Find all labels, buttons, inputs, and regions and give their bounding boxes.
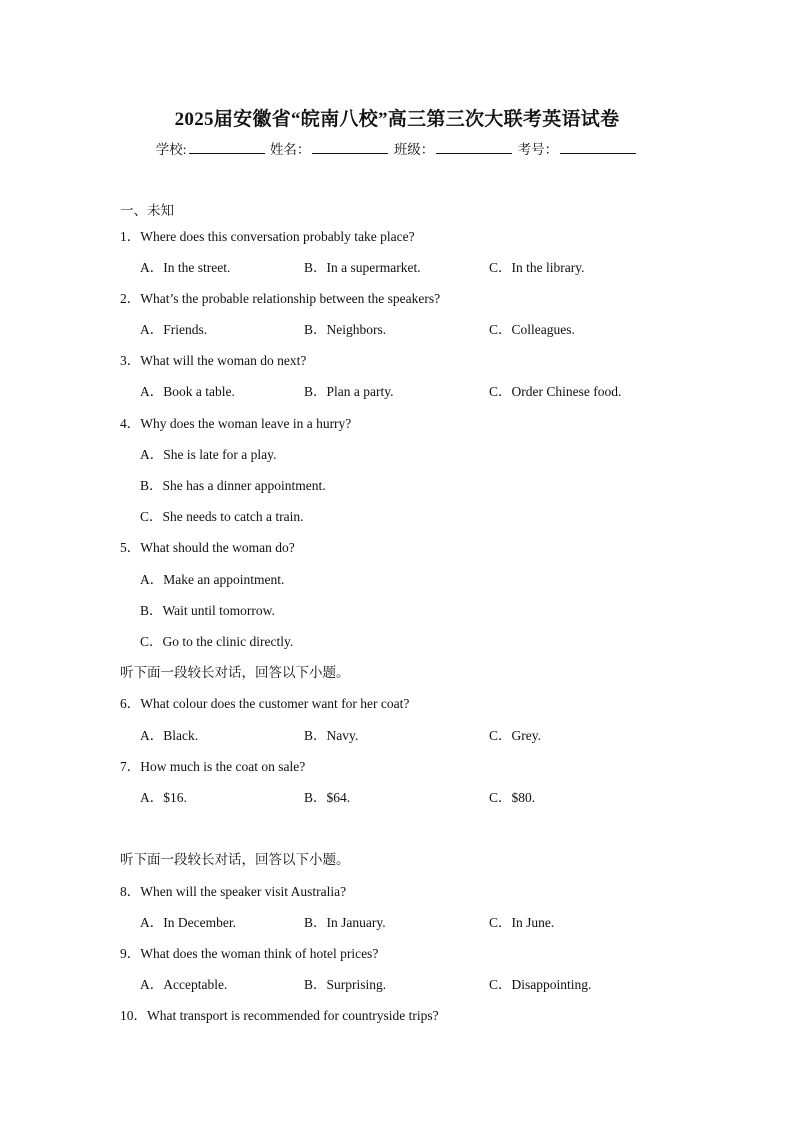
option-c: C．Order Chinese food. [489, 384, 622, 399]
option-a: A．Book a table. [140, 384, 235, 399]
option-b: B．Wait until tomorrow. [140, 603, 275, 618]
option-c: C．Go to the clinic directly. [140, 634, 294, 649]
listening-prompt: 听下面一段较长对话，回答以下小题。 [120, 852, 350, 867]
option-c: C．She needs to catch a train. [140, 509, 304, 524]
option-c: C．$80. [489, 790, 536, 805]
question-stem: 5．What should the woman do? [120, 540, 295, 555]
option-b: B．Neighbors. [304, 322, 387, 337]
option-b: B．Navy. [304, 728, 359, 743]
question-stem: 10．What transport is recommended for countryside trips? [120, 1008, 439, 1023]
option-b: B．Surprising. [304, 977, 387, 992]
option-a: A．Black. [140, 728, 199, 743]
option-a: A．$16. [140, 790, 187, 805]
question-stem: 7．How much is the coat on sale? [120, 759, 306, 774]
option-b: B．In January. [304, 915, 386, 930]
question-stem: 4．Why does the woman leave in a hurry? [120, 416, 352, 431]
question-stem: 6．What colour does the customer want for her coat? [120, 696, 410, 711]
option-c: C．Colleagues. [489, 322, 575, 337]
name-blank[interactable] [312, 139, 388, 154]
section-heading: 一、未知 [120, 203, 174, 218]
exam-number-blank[interactable] [560, 139, 636, 154]
listening-prompt: 听下面一段较长对话，回答以下小题。 [120, 665, 350, 680]
option-a: A．Make an appointment. [140, 572, 285, 587]
name-label: 姓名： [269, 142, 311, 157]
question-stem: 2．What’s the probable relationship between the speakers? [120, 291, 441, 306]
school-blank[interactable] [189, 139, 265, 154]
option-a: A．Acceptable. [140, 977, 228, 992]
question-stem: 9．What does the woman think of hotel prices? [120, 946, 379, 961]
option-c: C．In June. [489, 915, 555, 930]
class-label: 班级： [393, 142, 435, 157]
option-a: A．In December. [140, 915, 236, 930]
exam-number-label: 考号： [517, 142, 559, 157]
option-a: A．She is late for a play. [140, 447, 277, 462]
option-c: C．Grey. [489, 728, 541, 743]
question-stem: 3．What will the woman do next? [120, 353, 307, 368]
student-info-row [0, 138, 794, 158]
option-b: B．Plan a party. [304, 384, 394, 399]
option-a: A．Friends. [140, 322, 208, 337]
option-c: C．In the library. [489, 260, 585, 275]
option-c: C．Disappointing. [489, 977, 592, 992]
question-stem: 1．Where does this conversation probably take place? [120, 229, 415, 244]
option-a: A．In the street. [140, 260, 231, 275]
option-b: B．In a supermarket. [304, 260, 421, 275]
school-label: 学校: [155, 142, 187, 157]
option-b: B．$64. [304, 790, 351, 805]
exam-title: 2025届安徽省“皖南八校”高三第三次大联考英语试卷 [174, 109, 620, 130]
option-b: B．She has a dinner appointment. [140, 478, 326, 493]
class-blank[interactable] [436, 139, 512, 154]
question-stem: 8．When will the speaker visit Australia? [120, 884, 347, 899]
